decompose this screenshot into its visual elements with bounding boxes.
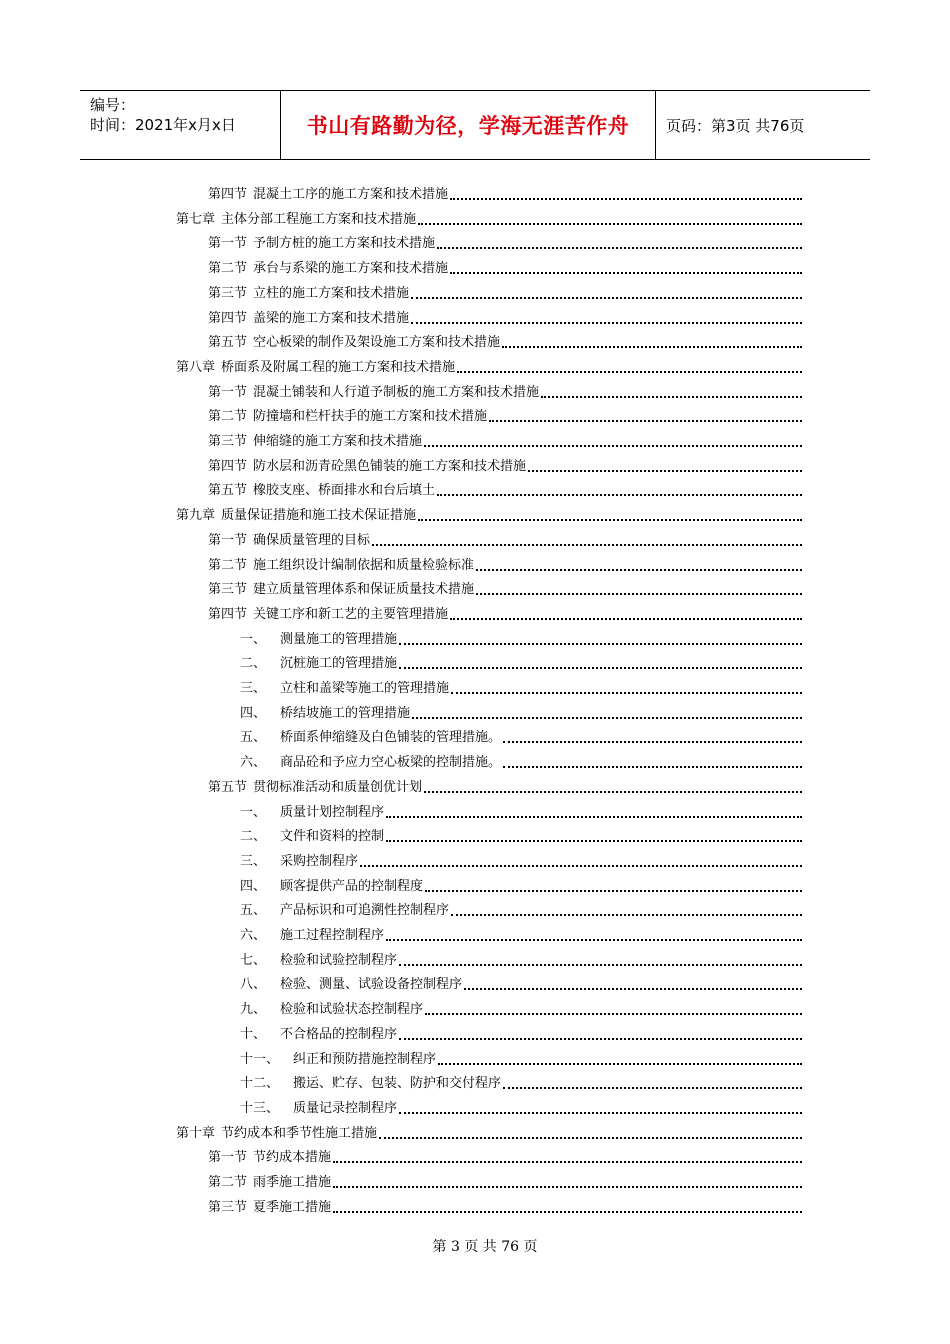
toc-dot-leader	[450, 198, 802, 200]
toc-entry-number: 第四节	[208, 606, 248, 622]
toc-entry-title: 纠正和预防措施控制程序	[293, 1051, 437, 1067]
toc-entry-number: 第十章	[176, 1125, 216, 1141]
toc-entry[interactable]	[176, 504, 802, 524]
toc-entry[interactable]	[208, 405, 802, 425]
toc-entry[interactable]	[240, 726, 802, 746]
toc-dot-leader	[399, 1112, 802, 1114]
toc-entry[interactable]	[240, 875, 802, 895]
toc-entry[interactable]	[240, 1048, 802, 1068]
toc-entry[interactable]	[208, 1196, 802, 1216]
toc-dot-leader	[399, 667, 802, 669]
toc-entry[interactable]	[240, 1072, 802, 1092]
toc-entry[interactable]	[208, 554, 802, 574]
toc-dot-leader	[437, 494, 802, 496]
toc-dot-leader	[438, 1063, 802, 1065]
toc-entry-number: 六、	[240, 928, 267, 943]
toc-dot-leader	[503, 1087, 802, 1089]
toc-entry-title: 立柱和盖梁等施工的管理措施	[280, 681, 450, 696]
toc-entry-number: 第一节	[208, 236, 248, 252]
toc-entry-title: 产品标识和可追溯性控制程序	[280, 903, 450, 919]
toc-entry[interactable]	[240, 628, 802, 648]
toc-entry-title: 防撞墙和栏杆扶手的施工方案和技术措施	[253, 409, 488, 425]
toc-entry-title: 盖梁的施工方案和技术措施	[253, 310, 410, 326]
toc-entry[interactable]	[240, 825, 802, 845]
toc-entry-title: 立柱的施工方案和技术措施	[253, 285, 410, 301]
toc-entry[interactable]	[176, 356, 802, 376]
toc-entry-title: 搬运、贮存、包装、防护和交付程序	[293, 1076, 502, 1092]
toc-entry-number: 四、	[240, 705, 267, 721]
toc-entry-title: 沉桩施工的管理措施	[280, 656, 398, 672]
toc-entry[interactable]	[208, 331, 802, 351]
toc-dot-leader	[503, 741, 802, 743]
toc-dot-leader	[451, 692, 802, 694]
toc-dot-leader	[489, 420, 802, 422]
toc-dot-leader	[502, 346, 802, 348]
toc-entry-title: 测量施工的管理措施	[280, 631, 398, 647]
toc-entry[interactable]	[208, 257, 802, 277]
toc-entry-title: 贯彻标准活动和质量创优计划	[253, 779, 423, 795]
toc-dot-leader	[425, 890, 802, 892]
toc-entry-number: 十、	[240, 1026, 267, 1042]
header-divider	[280, 91, 281, 159]
toc-dot-leader	[333, 1186, 802, 1188]
toc-entry-title: 施工过程控制程序	[280, 928, 385, 943]
toc-entry-number: 第一节	[208, 384, 248, 400]
toc-entry-title: 橡胶支座、桥面排水和台后填土	[253, 483, 436, 499]
toc-entry-title: 商品砼和予应力空心板梁的控制措施。	[280, 755, 502, 771]
toc-entry-title: 混凝土铺装和人行道予制板的施工方案和技术措施	[253, 384, 540, 400]
toc-entry[interactable]	[208, 1146, 802, 1166]
toc-entry-title: 防水层和沥青砼黑色铺装的施工方案和技术措施	[253, 458, 527, 474]
toc-entry-number: 第二节	[208, 557, 248, 573]
toc-dot-leader	[437, 247, 802, 249]
toc-entry-title: 桥面系伸缩缝及白色铺装的管理措施。	[280, 730, 502, 746]
toc-entry-title: 雨季施工措施	[253, 1175, 332, 1190]
toc-entry-number: 第三节	[208, 582, 248, 598]
toc-dot-leader	[386, 939, 802, 941]
toc-dot-leader	[399, 1038, 802, 1040]
toc-dot-leader	[412, 717, 802, 719]
toc-entry[interactable]	[208, 479, 802, 499]
toc-entry-title: 混凝土工序的施工方案和技术措施	[253, 187, 449, 202]
toc-dot-leader	[418, 223, 802, 225]
toc-dot-leader	[399, 643, 802, 645]
toc-entry-number: 十三、	[240, 1100, 280, 1116]
toc-dot-leader	[411, 297, 802, 299]
toc-dot-leader	[457, 371, 802, 373]
toc-entry-title: 顾客提供产品的控制程度	[280, 878, 424, 894]
toc-entry-number: 二、	[240, 829, 267, 845]
toc-entry-number: 第一节	[208, 1150, 248, 1166]
page-footer: 第 3 页 共 76 页	[432, 1239, 538, 1255]
toc-entry-title: 关键工序和新工艺的主要管理措施	[253, 606, 449, 622]
toc-entry-title: 质量记录控制程序	[293, 1100, 398, 1116]
toc-entry[interactable]	[240, 899, 802, 919]
toc-entry-number: 八、	[240, 977, 267, 993]
toc-dot-leader	[411, 322, 802, 324]
toc-entry-title: 检验和试验控制程序	[280, 952, 398, 968]
toc-dot-leader	[476, 569, 802, 571]
toc-entry[interactable]	[208, 430, 802, 450]
toc-entry-title: 确保质量管理的目标	[253, 532, 371, 548]
toc-entry-title: 节约成本和季节性施工措施	[221, 1125, 378, 1141]
toc-entry-number: 第一节	[208, 532, 248, 548]
toc-entry[interactable]	[208, 1171, 802, 1191]
toc-dot-leader	[450, 272, 802, 274]
toc-entry-title: 夏季施工措施	[253, 1199, 332, 1215]
toc-dot-leader	[464, 988, 802, 990]
toc-entry-number: 第八章	[176, 359, 216, 375]
toc-entry[interactable]	[208, 455, 802, 475]
toc-entry[interactable]	[240, 850, 802, 870]
toc-entry-number: 第四节	[208, 187, 248, 202]
toc-entry-number: 第二节	[208, 1175, 248, 1190]
toc-entry-number: 第五节	[208, 483, 248, 499]
toc-entry-number: 三、	[240, 681, 267, 696]
toc-entry-number: 第三节	[208, 1199, 248, 1215]
header-page-info: 页码：第3页 共76页	[666, 116, 805, 135]
toc-dot-leader	[450, 618, 802, 620]
toc-entry[interactable]	[208, 282, 802, 302]
toc-entry-title: 建立质量管理体系和保证质量技术措施	[253, 582, 475, 598]
toc-entry-number: 六、	[240, 755, 267, 771]
toc-entry-title: 桥面系及附属工程的施工方案和技术措施	[221, 359, 456, 375]
toc-entry[interactable]	[240, 652, 802, 672]
toc-entry-title: 伸缩缝的施工方案和技术措施	[253, 434, 423, 449]
toc-entry-title: 承台与系梁的施工方案和技术措施	[253, 261, 449, 277]
toc-dot-leader	[425, 1013, 802, 1015]
toc-entry-title: 节约成本措施	[253, 1150, 332, 1166]
toc-entry-title: 予制方桩的施工方案和技术措施	[253, 236, 436, 252]
header-divider	[655, 91, 656, 159]
toc-entry[interactable]	[240, 998, 802, 1018]
toc-entry-number: 第九章	[176, 508, 216, 524]
toc-entry-title: 采购控制程序	[280, 853, 359, 869]
toc-entry[interactable]	[208, 603, 802, 623]
toc-entry[interactable]	[240, 702, 802, 722]
toc-entry-number: 第四节	[208, 310, 248, 326]
toc-dot-leader	[333, 1161, 802, 1163]
toc-dot-leader	[372, 544, 802, 546]
toc-entry-number: 十二、	[240, 1076, 280, 1092]
toc-dot-leader	[424, 445, 802, 447]
toc-dot-leader	[476, 593, 802, 595]
toc-entry-title: 文件和资料的控制	[280, 829, 385, 845]
toc-dot-leader	[451, 914, 802, 916]
toc-entry[interactable]	[176, 208, 802, 228]
toc-entry-number: 四、	[240, 878, 267, 894]
toc-entry-title: 质量计划控制程序	[280, 804, 385, 820]
toc-entry-number: 第五节	[208, 779, 248, 795]
toc-entry-title: 施工组织设计编制依据和质量检验标准	[253, 557, 475, 573]
toc-entry[interactable]	[240, 973, 802, 993]
toc-entry[interactable]	[208, 183, 802, 203]
toc-entry-title: 检验和试验状态控制程序	[280, 1002, 424, 1018]
toc-entry-number: 第七章	[176, 211, 216, 227]
toc-entry[interactable]	[208, 232, 802, 252]
toc-entry[interactable]	[176, 1122, 802, 1142]
toc-dot-leader	[503, 766, 802, 768]
page-header	[80, 90, 870, 160]
toc-entry-number: 第三节	[208, 285, 248, 301]
toc-entry[interactable]	[208, 381, 802, 401]
toc-entry[interactable]	[240, 751, 802, 771]
toc-dot-leader	[386, 840, 802, 842]
toc-dot-leader	[333, 1211, 802, 1213]
toc-entry-number: 三、	[240, 853, 267, 869]
toc-entry-title: 桥结坡施工的管理措施	[280, 705, 411, 721]
toc-entry-number: 五、	[240, 730, 267, 746]
toc-entry[interactable]	[240, 1097, 802, 1117]
toc-entry[interactable]	[208, 307, 802, 327]
toc-entry-title: 主体分部工程施工方案和技术措施	[221, 211, 417, 227]
toc-entry-number: 五、	[240, 903, 267, 919]
toc-entry-title: 空心板梁的制作及架设施工方案和技术措施	[253, 335, 501, 351]
toc-dot-leader	[360, 865, 802, 867]
toc-entry-number: 九、	[240, 1002, 267, 1018]
toc-entry[interactable]	[240, 801, 802, 821]
toc-dot-leader	[379, 1137, 802, 1139]
toc-entry-number: 第三节	[208, 434, 248, 449]
toc-dot-leader	[418, 519, 802, 521]
toc-entry-number: 七、	[240, 952, 267, 968]
toc-entry-number: 第二节	[208, 409, 248, 425]
toc-entry-number: 一、	[240, 631, 267, 647]
document-number-label: 编号：	[90, 96, 136, 114]
toc-entry[interactable]	[208, 578, 802, 598]
toc-dot-leader	[399, 964, 802, 966]
toc-dot-leader	[386, 816, 802, 818]
toc-dot-leader	[541, 396, 802, 398]
toc-entry-number: 第四节	[208, 458, 248, 474]
toc-entry[interactable]	[240, 1023, 802, 1043]
toc-entry[interactable]	[208, 776, 802, 796]
toc-entry[interactable]	[240, 949, 802, 969]
toc-entry-number: 第五节	[208, 335, 248, 351]
toc-entry[interactable]	[240, 924, 802, 944]
toc-entry-title: 质量保证措施和施工技术保证措施	[221, 508, 417, 524]
header-meta	[90, 95, 236, 135]
toc-entry-number: 一、	[240, 804, 267, 820]
document-time-label: 时间：2021年x月x日	[90, 116, 236, 134]
toc-dot-leader	[424, 791, 802, 793]
toc-entry-title: 检验、测量、试验设备控制程序	[280, 977, 463, 993]
toc-dot-leader	[528, 470, 802, 472]
toc-entry-title: 不合格品的控制程序	[280, 1026, 398, 1042]
toc-entry-number: 第二节	[208, 261, 248, 277]
toc-entry[interactable]	[208, 529, 802, 549]
toc-entry-number: 十一、	[240, 1051, 280, 1067]
toc-entry[interactable]	[240, 677, 802, 697]
toc-entry-number: 二、	[240, 656, 267, 672]
header-motto: 书山有路勤为径，学海无涯苦作舟	[306, 114, 630, 138]
